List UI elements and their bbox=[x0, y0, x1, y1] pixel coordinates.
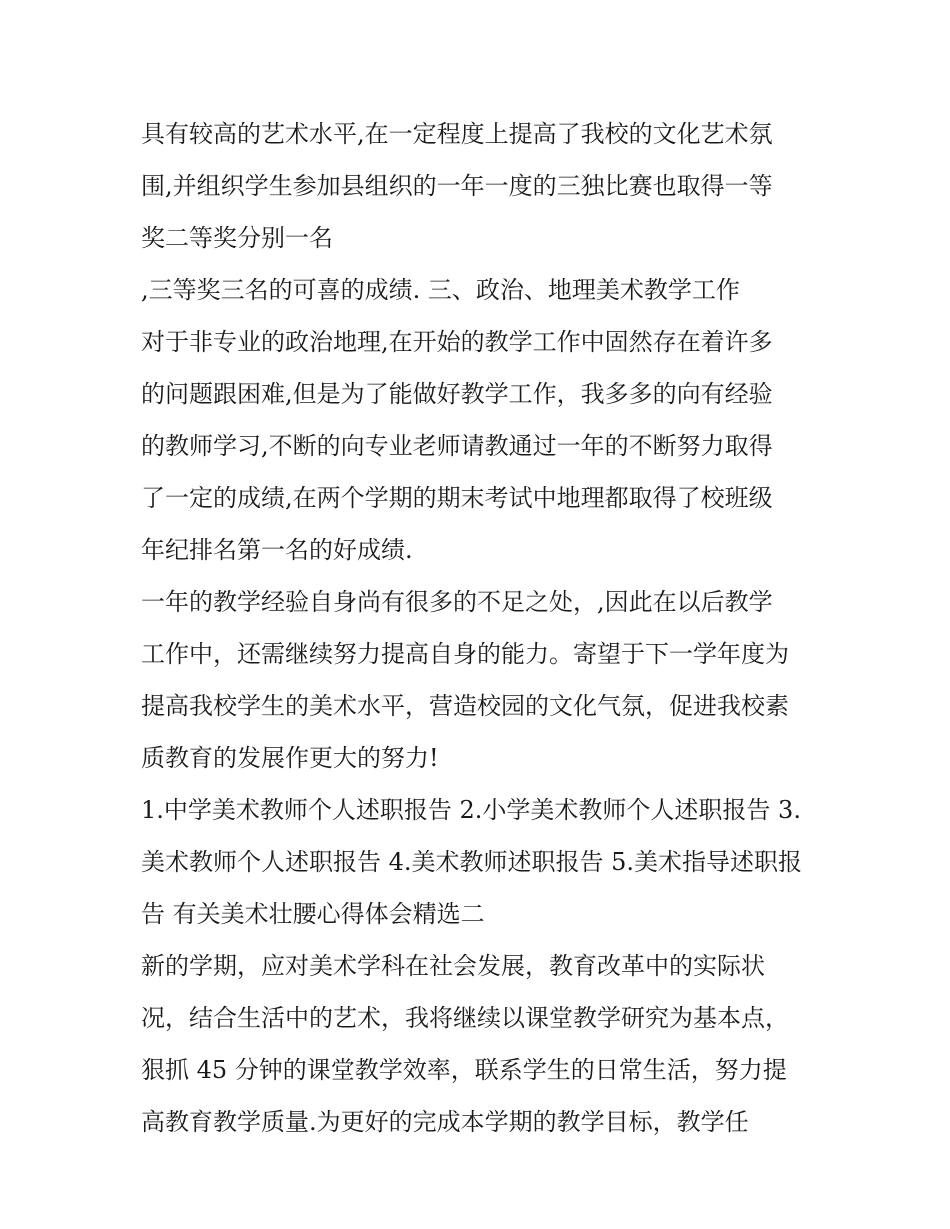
body-text bbox=[141, 108, 821, 1148]
text-line: 质教育的发展作更大的努力! bbox=[141, 744, 439, 772]
text-line: 高教育教学质量.为更好的完成本学期的教学目标，教学任 bbox=[141, 1108, 749, 1136]
text-line: 一年的教学经验自身尚有很多的不足之处，,因此在以后教学 bbox=[141, 588, 773, 616]
text-line: 告 有关美术壮腰心得体会精选二 bbox=[141, 900, 485, 928]
text-line: 新的学期，应对美术学科在社会发展，教育改革中的实际状 bbox=[141, 952, 765, 980]
text-line: 围,并组织学生参加县组织的一年一度的三独比赛也取得一等 bbox=[141, 172, 773, 200]
text-line: 提高我校学生的美术水平，营造校园的文化气氛，促进我校素 bbox=[141, 692, 789, 720]
text-line: 工作中，还需继续努力提高自身的能力。寄望于下一学年度为 bbox=[141, 640, 789, 668]
text-line: 的问题跟困难,但是为了能做好教学工作，我多多的向有经验 bbox=[141, 380, 773, 408]
text-line: 年纪排名第一名的好成绩. bbox=[141, 536, 413, 564]
text-line: 狠抓 45 分钟的课堂教学效率，联系学生的日常生活，努力提 bbox=[141, 1056, 787, 1084]
text-line: 况，结合生活中的艺术，我将继续以课堂教学研究为基本点， bbox=[141, 1004, 789, 1032]
text-line: 具有较高的艺术水平,在一定程度上提高了我校的文化艺术氛 bbox=[141, 120, 773, 148]
text-line: 奖二等奖分别一名 bbox=[141, 224, 333, 252]
text-line: 了一定的成绩,在两个学期的期末考试中地理都取得了校班级 bbox=[141, 484, 773, 512]
text-line: 1.中学美术教师个人述职报告 2.小学美术教师个人述职报告 3. bbox=[141, 796, 801, 824]
text-line: 的教师学习,不断的向专业老师请教通过一年的不断努力取得 bbox=[141, 432, 773, 460]
text-line: 美术教师个人述职报告 4.美术教师述职报告 5.美术指导述职报 bbox=[141, 848, 803, 876]
text-line: ,三等奖三名的可喜的成绩. 三、政治、地理美术教学工作 bbox=[141, 276, 740, 304]
text-line: 对于非专业的政治地理,在开始的教学工作中固然存在着许多 bbox=[141, 328, 773, 356]
